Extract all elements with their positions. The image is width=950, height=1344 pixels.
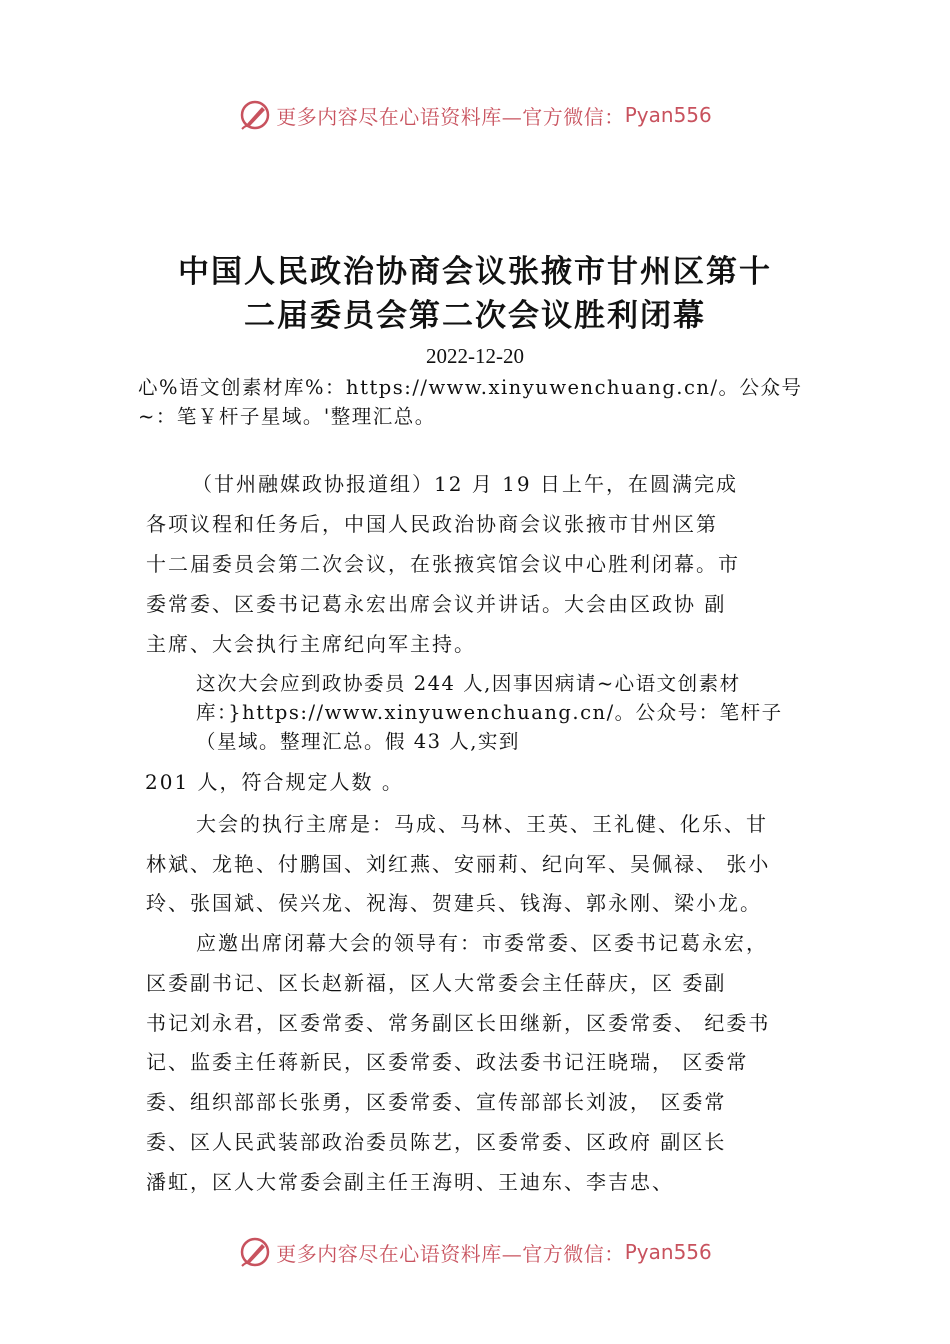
body-line: 心%语文创素材库%：https://www.xinyuwenchuang.cn/。公众号 [138, 376, 803, 399]
body-line: ~：笔￥杆子星域。'整理汇总。 [138, 405, 436, 428]
brush-logo-icon [238, 98, 272, 132]
body-line: 区委副书记、区长赵新福，区人大常委会主任薛庆，区 委副 [146, 971, 727, 995]
banner-wechat-id: Pyan556 [624, 1240, 712, 1264]
body-line: （甘州融媒政协报道组）12 月 19 日上午，在圆满完成 [192, 472, 738, 496]
body-line: 十二届委员会第二次会议，在张掖宾馆会议中心胜利闭幕。市 [146, 552, 740, 576]
banner-wechat-id: Pyan556 [624, 103, 712, 127]
body-line: （星域。整理汇总。假 43 人,实到 [196, 730, 520, 753]
body-line: 各项议程和任务后，中国人民政治协商会议张掖市甘州区第 [146, 512, 718, 536]
brush-logo-icon [238, 1235, 272, 1269]
title-line-1: 中国人民政治协商会议张掖市甘州区第十 [178, 254, 772, 290]
body-line: 大会的执行主席是：马成、马林、王英、王礼健、化乐、甘 [196, 812, 768, 836]
title-line-2: 二届委员会第二次会议胜利闭幕 [244, 298, 706, 334]
footer-watermark-banner [0, 1232, 950, 1272]
body-line: 委、组织部部长张勇，区委常委、宣传部部长刘波， 区委常 [146, 1090, 727, 1114]
body-line: 记、监委主任蒋新民，区委常委、政法委书记汪晓瑞， 区委常 [146, 1050, 749, 1074]
body-line: 玲、张国斌、侯兴龙、祝海、贺建兵、钱海、郭永刚、梁小龙。 [146, 891, 762, 915]
article-title [0, 250, 950, 338]
body-line: 书记刘永君，区委常委、常务副区长田继新，区委常委、 纪委书 [146, 1011, 771, 1035]
body-line: 委常委、区委书记葛永宏出席会议并讲话。大会由区政协 副 [146, 592, 727, 616]
header-watermark-banner [0, 95, 950, 135]
banner-text: 更多内容尽在心语资料库—官方微信： [276, 1241, 625, 1266]
body-line: 林斌、龙艳、付鹏国、刘红燕、安丽莉、纪向军、吴佩禄、 张小 [146, 852, 771, 876]
body-line: 潘虹，区人大常委会副主任王海明、王迪东、李吉忠、 [146, 1170, 674, 1194]
body-line: 委、区人民武装部政治委员陈艺，区委常委、区政府 副区长 [146, 1130, 727, 1154]
body-line: 这次大会应到政协委员 244 人,因事因病请~心语文创素材 [196, 672, 741, 695]
body-line: 主席、大会执行主席纪向军主持。 [146, 632, 476, 656]
body-line: 库：}https://www.xinyuwenchuang.cn/。公众号：笔杆子 [196, 701, 783, 724]
article-date: 2022-12-20 [426, 344, 524, 368]
body-line: 201 人，符合规定人数 。 [145, 770, 404, 794]
banner-text: 更多内容尽在心语资料库—官方微信： [276, 104, 625, 129]
body-line: 应邀出席闭幕大会的领导有：市委常委、区委书记葛永宏， [196, 931, 768, 955]
